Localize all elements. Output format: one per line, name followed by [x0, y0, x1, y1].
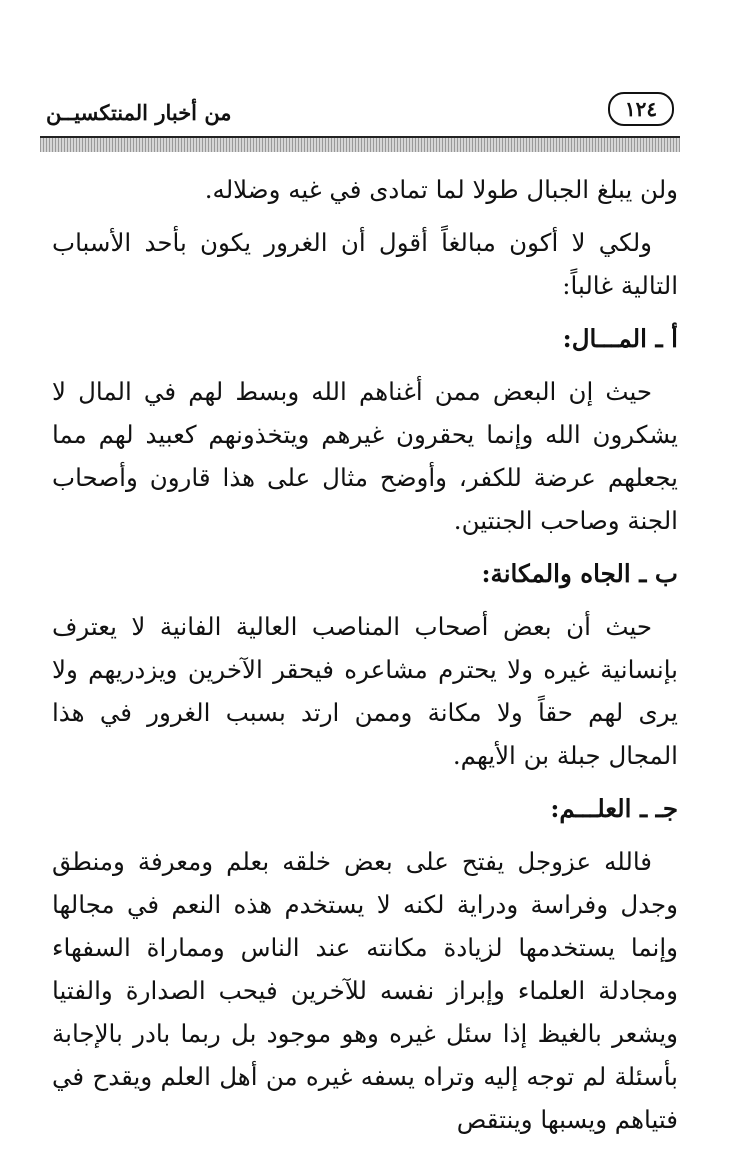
page-body	[52, 168, 678, 1151]
paragraph-knowledge: فالله عزوجل يفتح على بعض خلقه بعلم ومعرفة ومنطق وجدل وفراسة ودراية لكنه لا يستخدم هذه النعم في مجالها وإنما يستخدمها لزيادة مكانته عند الناس ومماراة السفهاء ومجادلة العلماء وإبراز نفسه للآخرين فيحب الصدارة والفتيا ويشعر بالغيظ إذا سئل غيره وهو موجود بل ربما بادر بالإجابة بأسئلة لم توجه إليه وتراه يسفه غيره من أهل العلم ويقدح في فتياهم ويسبها وينتقص	[52, 847, 678, 1134]
heading-knowledge: جـ ـ العلـــم:	[550, 794, 678, 823]
heading-wealth: أ ـ المـــال:	[562, 324, 678, 353]
page-header	[40, 92, 680, 132]
paragraph-1: ولن يبلغ الجبال طولا لما تمادى في غيه وضلاله.	[204, 175, 678, 204]
running-title: من أخبار المنتكسيــن	[46, 100, 232, 125]
page-number-badge: ١٢٤	[608, 92, 674, 126]
paragraph-2: ولكي لا أكون مبالغاً أقول أن الغرور يكون بأحد الأسباب التالية غالباً:	[52, 228, 678, 300]
header-divider	[40, 136, 680, 152]
heading-status: ب ـ الجاه والمكانة:	[481, 559, 678, 588]
paragraph-wealth: حيث إن البعض ممن أغناهم الله وبسط لهم في المال لا يشكرون الله وإنما يحقرون غيرهم ويتخذونهم كعبيد لهم مما يجعلهم عرضة للكفر، وأوضح مثال على هذا قارون وأصحاب الجنة وصاحب الجنتين.	[52, 377, 678, 535]
paragraph-status: حيث أن بعض أصحاب المناصب العالية الفانية لا يعترف بإنسانية غيره ولا يحترم مشاعره فيحقر الآخرين ويزدريهم ولا يرى لهم حقاً ولا مكانة وممن ارتد بسبب الغرور في هذا المجال جبلة بن الأيهم.	[52, 612, 678, 770]
